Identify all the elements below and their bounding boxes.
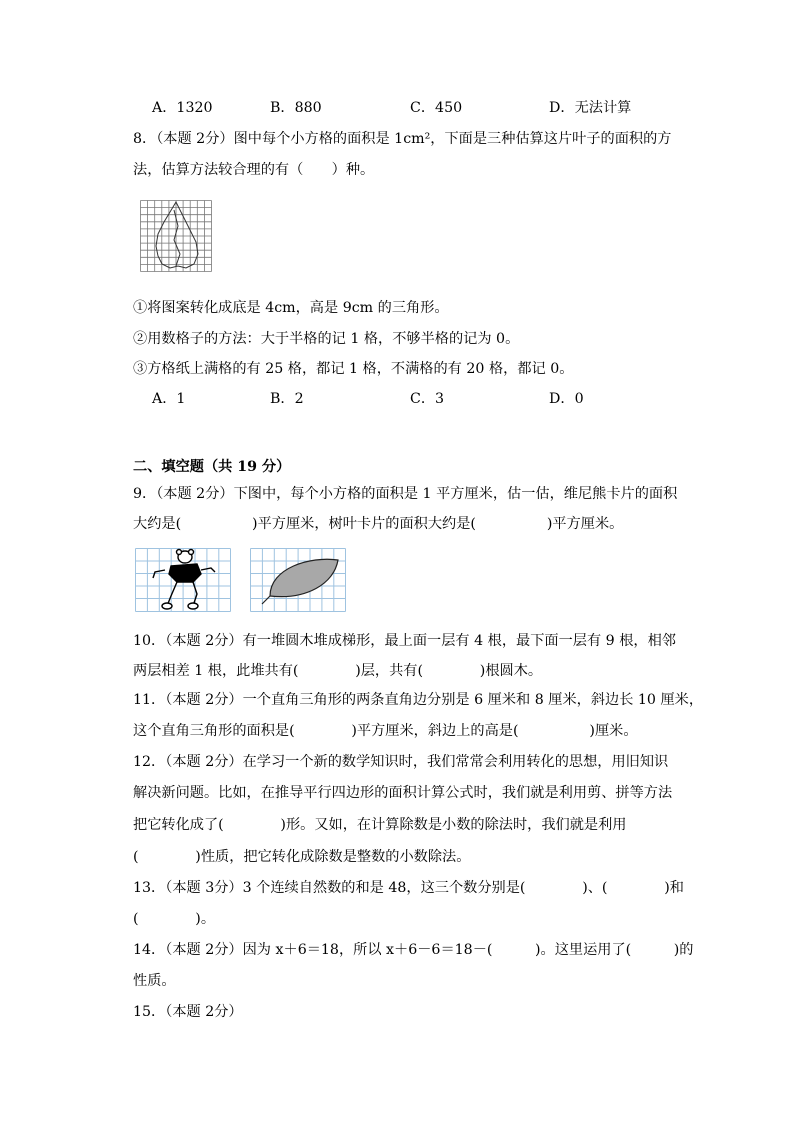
q14-stem-line1: 14．（本题 2分）因为 x＋6＝18，所以 x＋6－6＝18－( )。这里运用了( )的 <box>133 942 694 958</box>
q12-stem-line1: 12．（本题 2分）在学习一个新的数学知识时，我们常常会利用转化的思想，用旧知识 <box>133 754 669 770</box>
q7-option-b: B．880 <box>270 100 322 116</box>
q8-option-c: C．3 <box>410 391 445 407</box>
q8-method-2: ②用数格子的方法：大于半格的记 1 格，不够半格的记为 0。 <box>133 331 520 347</box>
q12-stem-line4: ( )性质，把它转化成除数是整数的小数除法。 <box>133 849 471 865</box>
q8-stem-line2: 法，估算方法较合理的有（ ）种。 <box>133 162 375 178</box>
leaf-grid-lines <box>141 201 212 272</box>
leaf-stem <box>262 596 270 604</box>
section-title: 二、填空题（共 19 分） <box>133 459 291 475</box>
q14-stem-line2: 性质。 <box>133 973 176 989</box>
q11-stem-line2: 这个直角三角形的面积是( )平方厘米，斜边上的高是( )厘米。 <box>133 723 638 739</box>
q15-stem-line1: 15．（本题 2分） <box>133 1004 243 1020</box>
q8-option-d: D．0 <box>549 391 584 407</box>
leaf-card-figure <box>250 548 346 612</box>
q8-option-b: B．2 <box>270 391 304 407</box>
bear-card-figure <box>135 548 231 612</box>
leaf-shape <box>270 559 338 596</box>
q13-stem-line2: ( )。 <box>133 911 216 927</box>
q8-method-3: ③方格纸上满格的有 25 格，都记 1 格，不满格的有 20 格，都记 0。 <box>133 361 574 377</box>
q8-option-a: A．1 <box>152 391 186 407</box>
q9-stem-line1: 9．（本题 2分）下图中，每个小方格的面积是 1 平方厘米，估一估，维尼熊卡片的面积 <box>133 486 678 502</box>
q12-stem-line3: 把它转化成了( )形。又如，在计算除数是小数的除法时，我们就是利用 <box>133 817 627 833</box>
leaf-outline <box>156 202 198 268</box>
q9-stem-line2: 大约是( )平方厘米，树叶卡片的面积大约是( )平方厘米。 <box>133 516 624 532</box>
q7-option-d: D．无法计算 <box>549 100 632 116</box>
q7-option-a: A．1320 <box>152 100 213 116</box>
q8-method-1: ①将图案转化成底是 4cm，高是 9cm 的三角形。 <box>133 300 449 316</box>
q8-stem-line1: 8．（本题 2分）图中每个小方格的面积是 1cm²，下面是三种估算这片叶子的面积的方 <box>133 131 672 147</box>
q10-stem-line2: 两层相差 1 根，此堆共有( )层，共有( )根圆木。 <box>133 663 543 679</box>
leaf-grid-figure <box>140 200 212 272</box>
bear-drawing <box>153 550 215 610</box>
q12-stem-line2: 解决新问题。比如，在推导平行四边形的面积计算公式时，我们就是利用剪、拼等方法 <box>133 785 673 801</box>
q7-option-c: C．450 <box>410 100 463 116</box>
q13-stem-line1: 13．（本题 3分）3 个连续自然数的和是 48，这三个数分别是( )、( )和 <box>133 880 684 896</box>
q10-stem-line1: 10．（本题 2分）有一堆圆木堆成梯形，最上面一层有 4 根，最下面一层有 9 根，相邻 <box>133 633 676 649</box>
q11-stem-line1: 11．（本题 2分）一个直角三角形的两条直角边分别是 6 厘米和 8 厘米，斜边长 10 厘米， <box>133 692 704 708</box>
